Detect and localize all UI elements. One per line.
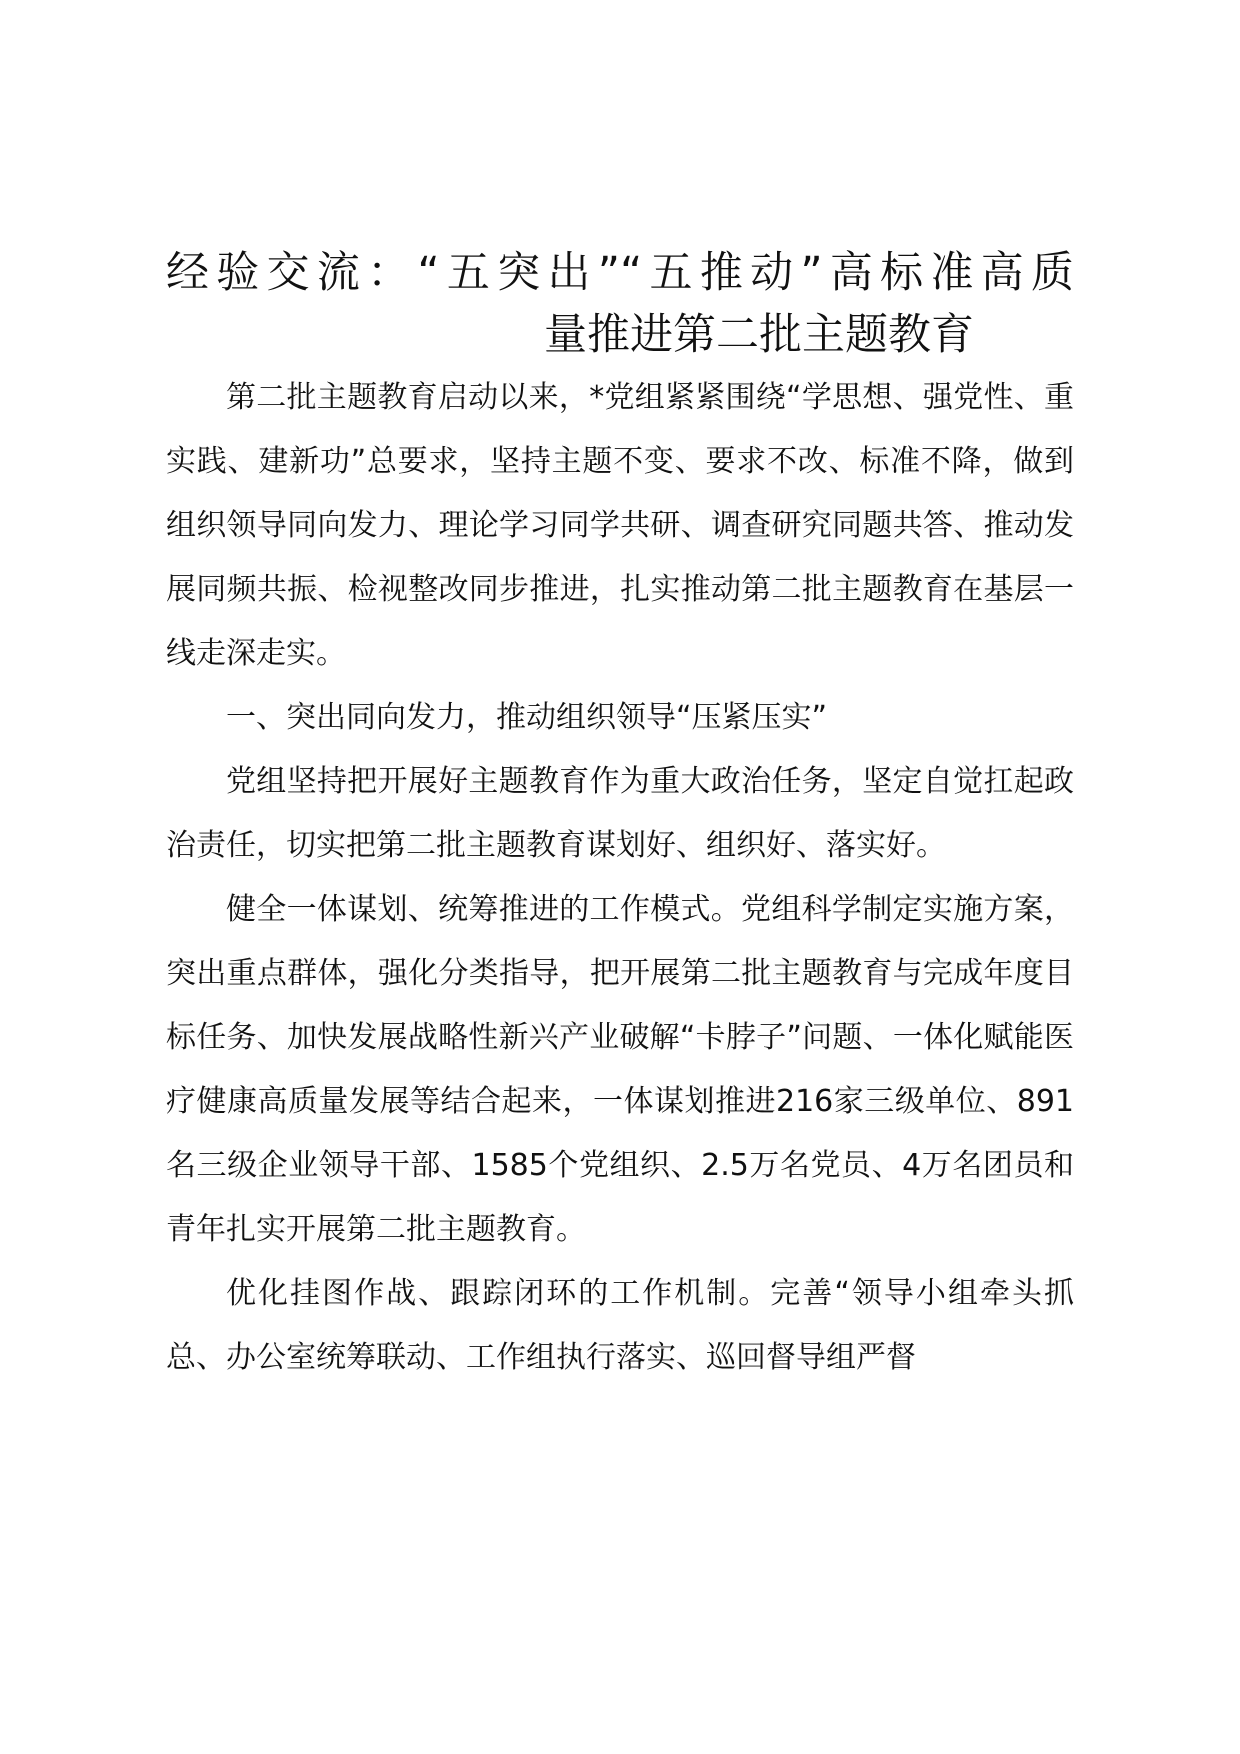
document-title — [166, 242, 1074, 366]
intro-paragraph: 第二批主题教育启动以来，*党组紧紧围绕“学思想、强党性、重实践、建新功”总要求，坚持主题不变、要求不改、标准不降，做到组织领导同向发力、理论学习同学共研、调查研究同题共答、推动发展同频共振、检视整改同步推进，扎实推动第二批主题教育在基层一线走深走实。 — [166, 380, 1074, 671]
section-1-subpoint-1: 健全一体谋划、统筹推进的工作模式。党组科学制定实施方案，突出重点群体，强化分类指导，把开展第二批主题教育与完成年度目标任务、加快发展战略性新兴产业破解“卡脖子”问题、一体化赋能医疗健康高质量发展等结合起来，一体谋划推进216家三级单位、891名三级企业领导干部、1585个党组织、2.5万名党员、4万名团员和青年扎实开展第二批主题教育。 — [166, 892, 1074, 1247]
section-heading-1: 一、突出同向发力，推动组织领导“压紧压实” — [226, 700, 828, 735]
title-line-2: 量推进第二批主题教育 — [544, 310, 974, 360]
section-1-paragraph: 党组坚持把开展好主题教育作为重大政治任务，坚定自觉扛起政治责任，切实把第二批主题教育谋划好、组织好、落实好。 — [166, 764, 1074, 863]
section-1-subpoint-2: 优化挂图作战、跟踪闭环的工作机制。完善“领导小组牵头抓总、办公室统筹联动、工作组执行落实、巡回督导组严督 — [166, 1276, 1074, 1375]
document-body — [166, 242, 1074, 1390]
title-line-1: 经验交流：“五突出”“五推动”高标准高质 — [166, 248, 1074, 298]
